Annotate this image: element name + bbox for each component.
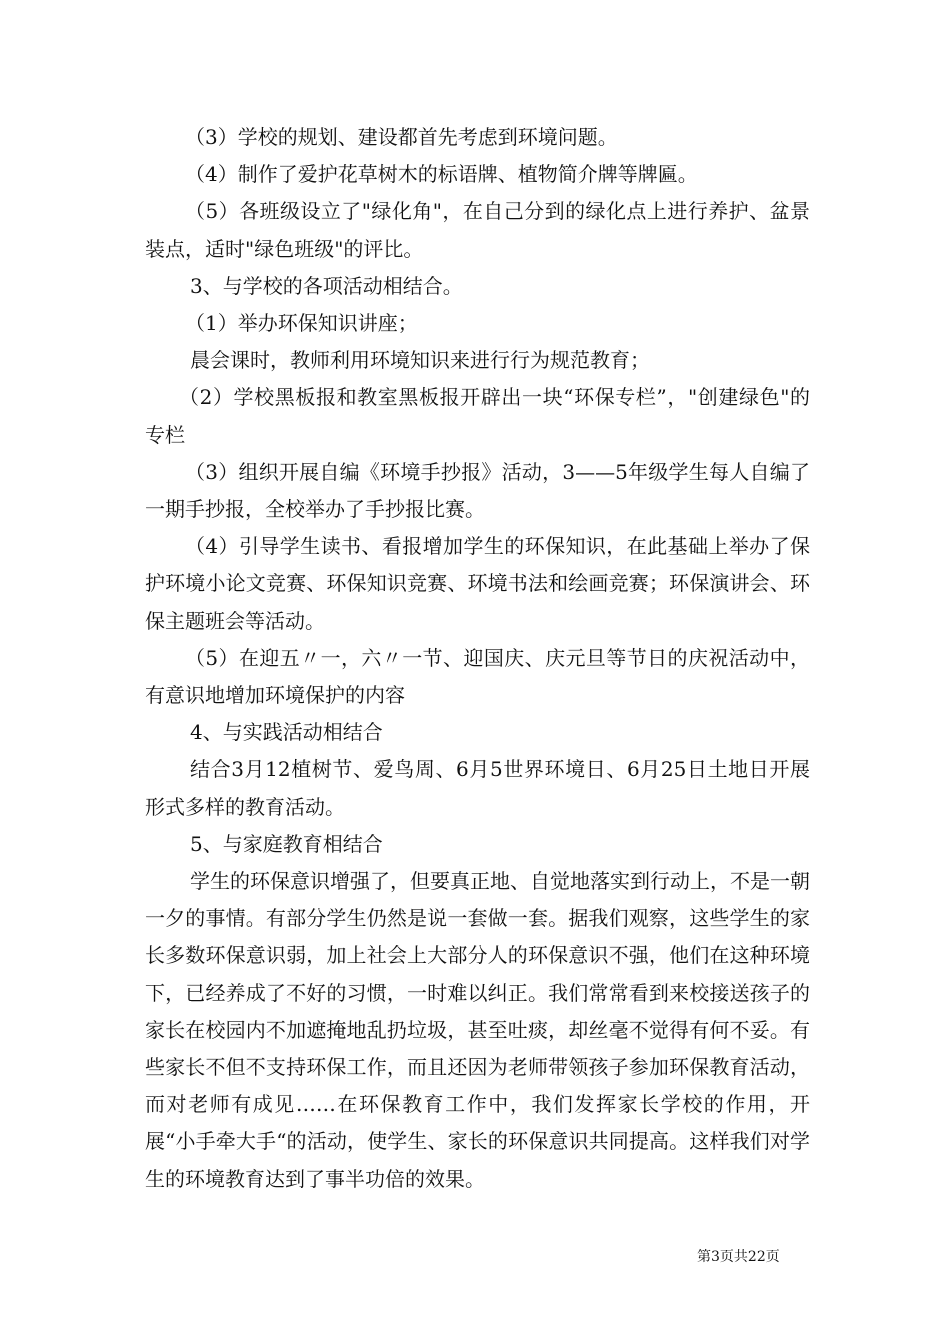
section-heading-5: 5、与家庭教育相结合 xyxy=(190,831,383,856)
document-body xyxy=(145,119,810,1198)
section-heading-4: 4、与实践活动相结合 xyxy=(190,720,383,745)
page-number-footer: 第3页共22页 xyxy=(697,1249,780,1265)
paragraph-activity-5: （5）在迎五〃一，六〃一节、迎国庆、庆元旦等节日的庆祝活动中，有意识地增加环境保护的内容 xyxy=(145,645,810,708)
paragraph-item-4: （4）制作了爱护花草树木的标语牌、植物简介牌等牌匾。 xyxy=(185,162,698,187)
paragraph-item-5: （5）各班级设立了"绿化角"，在自己分到的绿化点上进行养护、盆景装点，适时"绿色班级"的评比。 xyxy=(145,199,810,261)
paragraph-morning-class: 晨会课时，教师利用环境知识来进行行为规范教育； xyxy=(190,348,650,373)
paragraph-activity-3: （3）组织开展自编《环境手抄报》活动，3——5年级学生每人自编了一期手抄报，全校举办了手抄报比赛。 xyxy=(145,459,810,522)
paragraph-item-3: （3）学校的规划、建设都首先考虑到环境问题。 xyxy=(185,125,618,149)
paragraph-family-education: 学生的环保意识增强了，但要真正地、自觉地落实到行动上，不是一朝一夕的事情。有部分学生仍然是说一套做一套。据我们观察，这些学生的家长多数环保意识弱，加上社会上大部分人的环保意识不强，他们在这种环境下，已经养成了不好的习惯，一时难以纠正。我们常常看到来校接送孩子的家长在校园内不加遮掩地乱扔垃圾，甚至吐痰，却丝毫不觉得有何不妥。有些家长不但不支持环保工作，而且还因为老师带领孩子参加环保教育活动，而对老师有成见……在环保教育工作中，我们发挥家长学校的作用，开展“小手牵大手“的活动，使学生、家长的环保意识共同提高。这样我们对学生的环境教育达到了事半功倍的效果。 xyxy=(145,869,810,1191)
paragraph-activity-4: （4）引导学生读书、看报增加学生的环保知识，在此基础上举办了保护环境小论文竞赛、环保知识竞赛、环境书法和绘画竞赛；环保演讲会、环保主题班会等活动。 xyxy=(145,534,810,633)
paragraph-activity-2: （2）学校黑板报和教室黑板报开辟出一块“环保专栏”，"创建绿色"的专栏 xyxy=(145,385,810,447)
paragraph-activity-1: （1）举办环保知识讲座； xyxy=(185,311,418,336)
paragraph-practice: 结合3月12植树节、爱鸟周、6月5世界环境日、6月25日土地日开展形式多样的教育活动。 xyxy=(145,757,810,819)
section-heading-3: 3、与学校的各项活动相结合。 xyxy=(190,273,463,298)
